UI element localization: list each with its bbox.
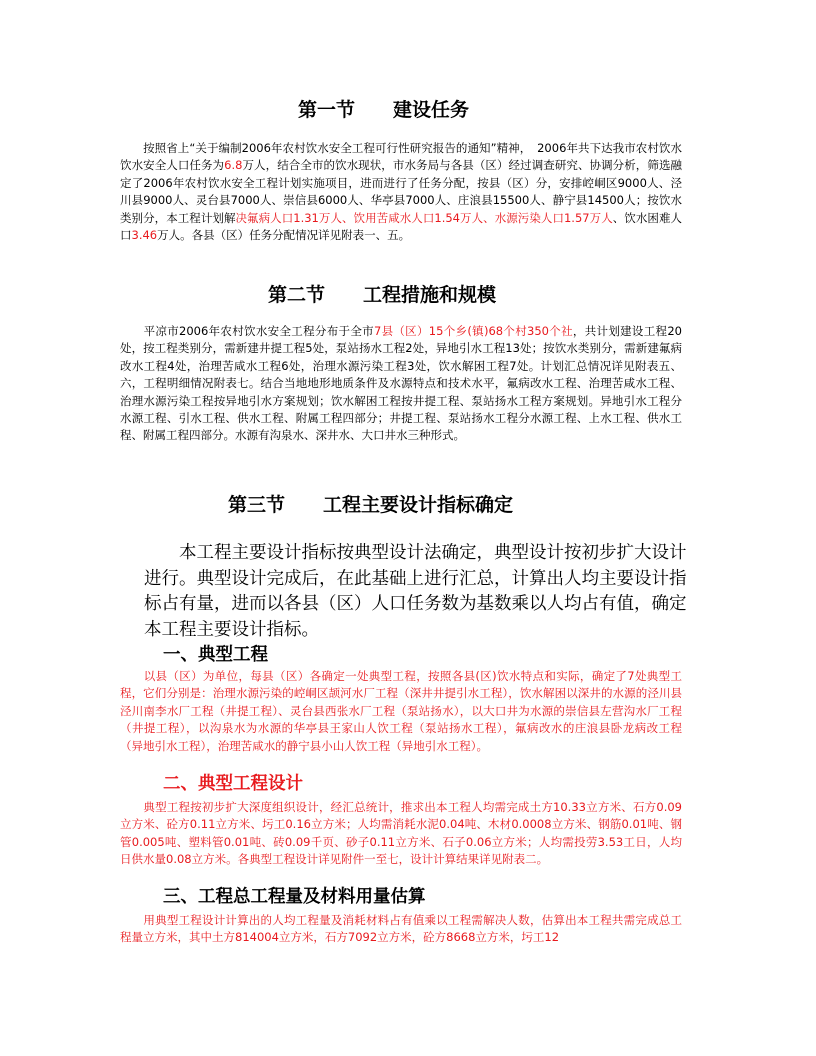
subsection2-title: 二、典型工程设计 <box>163 774 303 794</box>
subsection1-title: 一、典型工程 <box>163 645 268 665</box>
subsection3-title: 三、工程总工程量及材料用量估算 <box>163 887 426 907</box>
section1-text-g: 万人。各县（区）任务分配情况详见附表一、五。 <box>157 228 411 243</box>
section1-text-f: 3.46 <box>131 228 158 243</box>
section1-paragraph <box>120 140 682 244</box>
section2-text-a: 平凉市2006年农村饮水安全工程分布于全市 <box>120 324 374 338</box>
section1-text-e: 、饮水困难人口 <box>120 210 682 243</box>
section2-text-c: ，共计划建设工程20处，按工程类别分，需新建井提工程5处，泵站扬水工程2处，异地引水工程13处；按饮水类别分，需新建氟病改水工程4处，治理苦咸水工程6处，治理水源污染工程3处，饮水解困工程7处。计划汇总情况详见附表五、六，工程明细情况附表七。结合当地地形地质条件及水源特点和技术水平，氟病改水工程、治理苦咸水工程、治理水源污染工程按异地引水方案规划；饮水解困工程按井提工程、泵站扬水工程方案规划。异地引水工程分水源工程、引水工程、供水工程、附属工程四部分；井提工程、泵站扬水工程分水源工程、上水工程、供水工程、附属工程四部分。水源有沟泉水、深井水、大口井水三种形式。 <box>120 324 682 443</box>
section1-text-d: 决氟病人口1.31万人、饮用苦咸水人口1.54万人、水源污染人口1.57万人 <box>235 210 613 225</box>
section2-title: 第二节 工程措施和规模 <box>268 284 497 306</box>
subsection1-paragraph: 以县（区）为单位，每县（区）各确定一处典型工程，按照各县(区)饮水特点和实际，确定了7处典型工程，它们分别是：治理水源污染的崆峒区颉河水厂工程（深井井提引水工程），饮水解困以深井的水源的泾川县泾川南李水厂工程（井提工程）、灵台县西张水厂工程（泵站扬水），以大口井为水源的崇信县左营沟水厂工程（井提工程），以沟泉水为水源的华亭县王家山人饮工程（泵站扬水工程），氟病改水的庄浪县卧龙病改工程（异地引水工程），治理苦咸水的静宁县小山人饮工程（异地引水工程）。 <box>120 669 682 753</box>
section1-text-c: 万人，结合全市的饮水现状，市水务局与各县（区）经过调查研究、协调分析，筛选融定了2006年农村饮水安全工程计划实施项目，进而进行了任务分配，按县（区）分，安排崆峒区9000人、泾川县9000人、灵台县7000人、崇信县6000人、华亭县7000人、庄浪县15500人、静宁县14500人；按饮水类别分，本工程计划解 <box>120 158 683 225</box>
section1-title: 第一节 建设任务 <box>298 99 470 121</box>
section2-paragraph <box>120 323 682 445</box>
section3-paragraph: 本工程主要设计指标按典型设计法确定，典型设计按初步扩大设计进行。典型设计完成后，在此基础上进行汇总，计算出人均主要设计指标占有量，进而以各县（区）人口任务数为基数乘以人均占有值，确定本工程主要设计指标。 <box>144 543 687 640</box>
section3-title: 第三节 工程主要设计指标确定 <box>228 494 514 516</box>
subsection2-paragraph: 典型工程按初步扩大深度组织设计，经汇总统计，推求出本工程人均需完成土方10.33立方米、石方0.09立方米、砼方0.11立方米、圬工0.16立方米；人均需消耗水泥0.04吨、木材0.0008立方米、钢筋0.01吨、钢管0.005吨、塑料管0.01吨、砖0.09千页、砂子0.11立方米、石子0.06立方米；人均需投劳3.53工日，人均日供水量0.08立方米。各典型工程设计详见附件一至七，设计计算结果详见附表二。 <box>120 800 682 867</box>
section1-text-b: 6.8 <box>224 158 243 173</box>
subsection3-paragraph: 用典型工程设计计算出的人均工程量及消耗材料占有值乘以工程需解决人数，估算出本工程共需完成总工程量立方米，其中土方814004立方米，石方7092立方米，砼方8668立方米，圬工12 <box>120 913 682 945</box>
section2-text-b: 7县（区）15个乡(镇)68个村350个社 <box>373 324 573 338</box>
section1-text-a: 按照省上“关于编制2006年农村饮水安全工程可行性研究报告的通知”精神， 2006年共下达我市农村饮水饮水安全人口任务为 <box>120 141 682 173</box>
